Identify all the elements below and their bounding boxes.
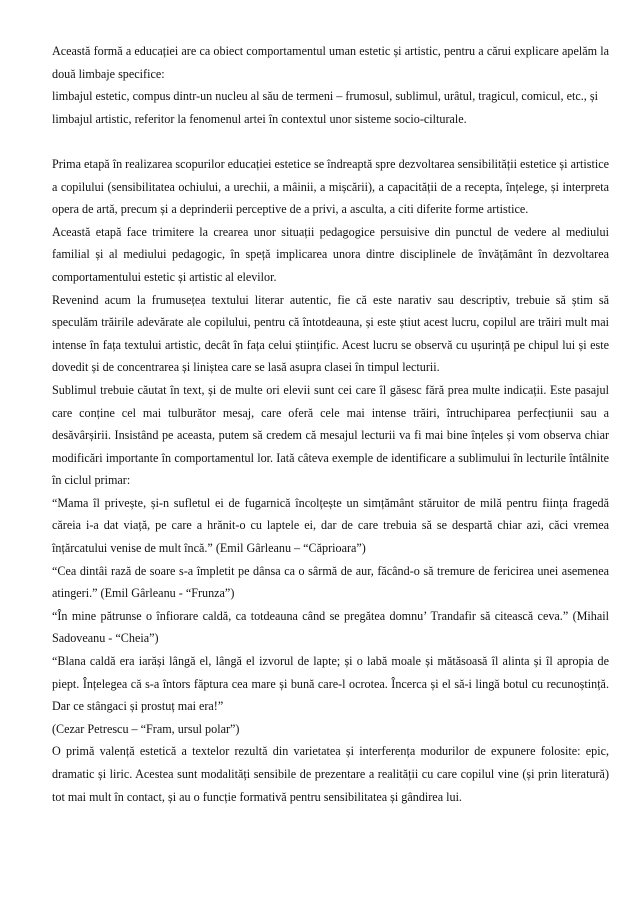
paragraph-artistic-language: limbajul artistic, referitor la fenomenul artei în contextul unor sisteme socio-cilturale. — [52, 111, 467, 126]
quote-cheia: “În mine pătrunse o înfiorare caldă, ca totdeauna când se pregătea domnu’ Trandafir să citească ceva.” (Mihail Sadoveanu - “Cheia”) — [52, 608, 609, 646]
quote-frunza: “Cea dintâi rază de soare s-a împletit pe dânsa ca o sârmă de aur, făcând-o să tremure de fericirea unei asemenea atingeri.” (Emil Gârleanu - “Frunza”) — [52, 563, 609, 601]
paragraph-aesthetic-language: limbajul estetic, compus dintr-un nucleu al său de termeni – frumosul, sublimul, urâtul, tragicul, comicul, etc., și — [52, 89, 598, 104]
paragraph-stage-reference: Această etapă face trimitere la crearea unor situații pedagogice persuisive din punctul de vedere al mediului familial și al mediului pedagogic, în speță implicarea unora dintre disciplinele de învățământ în dezvoltarea comportamentului estetic și artistic al elevilor. — [52, 224, 609, 284]
paragraph-literary-text: Revenind acum la frumusețea textului literar autentic, fie că este narativ sau descriptiv, trebuie să știm să speculăm trăirile adevărate ale copilului, pentru că întotdeauna, și este știut acest lucru, copilul are trăiri mult mai intense în fața textului artistic, decât în fața celui științific. Acest lucru se observă cu ușurință pe chipul lui și este dovedit și de concentrarea și liniștea care se lasă asupra clasei în timpul lecturii. — [52, 292, 609, 375]
quote-fram: “Blana caldă era iarăși lângă el, lângă el izvorul de lapte; și o labă moale și mătăsoasă îl alinta și îl apropia de piept. Înțelegea că s-a întors făptura cea mare și bună care-l ocrotea. Încerca și el să-i lingă botul cu recunoștință. Dar ce stângaci și prostuț mai era!” — [52, 654, 609, 714]
paragraph-conclusion: O primă valență estetică a textelor rezultă din varietatea și interferența modurilor de expunere folosite: epic, dramatic și liric. Acestea sunt modalități sensibile de prezentare a realității cu care copilul vine (și prin literatură) tot mai mult în contact, și au o funcție formativă pentru sensibilitatea și gândirea lui. — [52, 744, 609, 804]
paragraph-intro: Această formă a educației are ca obiect comportamentul uman estetic și artistic, pentru a cărui explicare apelăm la două limbaje specifice: — [52, 44, 609, 81]
paragraph-first-stage: Prima etapă în realizarea scopurilor educației estetice se îndreaptă spre dezvoltarea sensibilității estetice și artistice a copilului (sensibilitatea ochiului, a urechii, a mâinii, a mișcării), a capacității de a recepta, înțelege, și interpreta opera de artă, precum și a deprinderii perceptive de a privi, a asculta, a citi diferite forme artistice. — [52, 156, 609, 217]
quote-caprioara: “Mama îl privește, și-n sufletul ei de fugarnică încolțește un simțământ stăruitor de milă pentru ființa fragedă căreia i-a dat viață, pe care a hrănit-o cu laptele ei, dar de care trebuia să se despartă chiar azi, căci vremea înțărcatului venise de mult încă.” (Emil Gârleanu – “Căprioara”) — [52, 495, 609, 556]
paragraph-spacer — [52, 130, 609, 153]
paragraph-sublime: Sublimul trebuie căutat în text, și de multe ori elevii sunt cei care îl găsesc fără prea multe indicații. Este pasajul care conține cel mai tulburător mesaj, care oferă cele mai intense trăiri, întruchiparea perfecțiunii sau a desăvârșirii. Insistând pe aceasta, putem să credem că mesajul lecturii va fi mai bine înțeles și vom observa chiar modificări importante în comportamentul lor. Iată câteva exemple de identificare a sublimului în lecturile întâlnite în ciclul primar: — [52, 382, 609, 488]
document-page — [52, 40, 609, 808]
quote-fram-source: (Cezar Petrescu – “Fram, ursul polar”) — [52, 721, 240, 736]
